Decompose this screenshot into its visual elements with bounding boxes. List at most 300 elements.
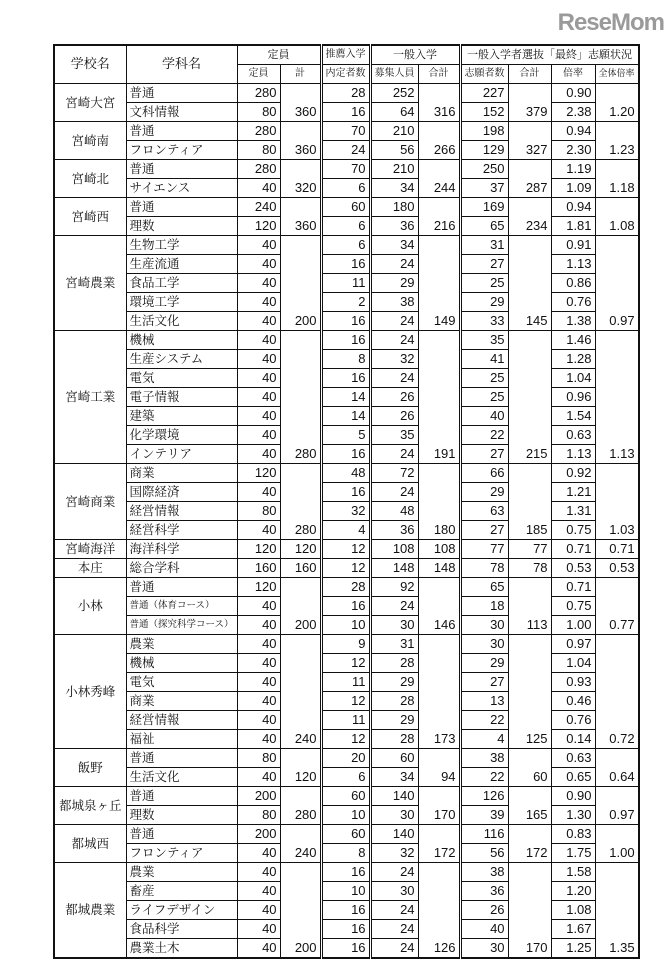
header-ratio: 倍率	[551, 65, 595, 84]
general-recruit-cell: 28	[370, 654, 418, 673]
general-recruit-cell: 24	[370, 863, 418, 882]
school-name: 宮崎大宮	[54, 84, 126, 122]
dept-name: インテリア	[126, 445, 237, 464]
table-row	[54, 654, 639, 673]
table-row	[54, 521, 639, 540]
header-capacity: 定員	[237, 65, 280, 84]
general-recruit-cell: 24	[370, 369, 418, 388]
general-recruit-cell: 24	[370, 255, 418, 274]
capacity-cell: 80	[237, 103, 280, 122]
ratio-cell: 1.21	[551, 483, 595, 502]
suisen-cell: 16	[321, 597, 370, 616]
dept-name: 建築	[126, 407, 237, 426]
capacity-cell: 80	[237, 502, 280, 521]
capacity-cell: 40	[237, 388, 280, 407]
applicants-cell: 4	[460, 730, 508, 749]
applicants-total-cell: 172	[508, 825, 551, 863]
general-total-cell: 180	[418, 464, 460, 540]
header-capacity-total: 計	[280, 65, 321, 84]
table-row	[54, 388, 639, 407]
school-name: 都城西	[54, 825, 126, 863]
header-dept: 学科名	[126, 45, 237, 84]
resemom-watermark-logo: ReseMom	[557, 9, 664, 36]
table-row	[54, 502, 639, 521]
table-body	[54, 84, 639, 959]
dept-name: 電気	[126, 369, 237, 388]
suisen-cell: 16	[321, 863, 370, 882]
applicants-cell: 38	[460, 749, 508, 768]
ratio-cell: 1.20	[551, 882, 595, 901]
dept-name: 経営情報	[126, 502, 237, 521]
suisen-cell: 60	[321, 825, 370, 844]
general-recruit-cell: 24	[370, 331, 418, 350]
capacity-cell: 40	[237, 293, 280, 312]
dept-name: 商業	[126, 464, 237, 483]
table-row	[54, 844, 639, 863]
ratio-cell: 1.81	[551, 217, 595, 236]
table-row	[54, 236, 639, 255]
dept-name: 生産流通	[126, 255, 237, 274]
applicants-cell: 18	[460, 597, 508, 616]
school-name: 宮崎商業	[54, 464, 126, 540]
suisen-cell: 6	[321, 236, 370, 255]
table-row	[54, 578, 639, 597]
capacity-cell: 40	[237, 369, 280, 388]
suisen-cell: 14	[321, 407, 370, 426]
applicants-cell: 66	[460, 464, 508, 483]
table-row	[54, 331, 639, 350]
applicants-cell: 37	[460, 179, 508, 198]
applicants-cell: 40	[460, 920, 508, 939]
table-row	[54, 806, 639, 825]
dept-name: 国際経済	[126, 483, 237, 502]
applicants-total-cell: 379	[508, 84, 551, 122]
applicants-cell: 169	[460, 198, 508, 217]
table-row	[54, 540, 639, 559]
applicants-cell: 129	[460, 141, 508, 160]
overall-ratio-cell: 1.20	[595, 84, 639, 122]
general-recruit-cell: 34	[370, 768, 418, 787]
applicants-cell: 30	[460, 616, 508, 635]
general-recruit-cell: 35	[370, 426, 418, 445]
applicants-total-cell: 185	[508, 464, 551, 540]
dept-name: 理数	[126, 806, 237, 825]
table-row	[54, 673, 639, 692]
dept-name: フロンティア	[126, 141, 237, 160]
general-recruit-cell: 148	[370, 559, 418, 578]
school-name: 宮崎北	[54, 160, 126, 198]
ratio-cell: 2.30	[551, 141, 595, 160]
suisen-cell: 8	[321, 350, 370, 369]
dept-name: 普通（体育コース）	[126, 597, 237, 616]
capacity-cell: 40	[237, 920, 280, 939]
general-recruit-cell: 72	[370, 464, 418, 483]
capacity-total-cell: 280	[280, 787, 321, 825]
ratio-cell: 0.94	[551, 122, 595, 141]
dept-name: 普通	[126, 122, 237, 141]
table-row	[54, 768, 639, 787]
general-recruit-cell: 64	[370, 103, 418, 122]
ratio-cell: 1.04	[551, 369, 595, 388]
table-row	[54, 103, 639, 122]
dept-name: 商業	[126, 692, 237, 711]
general-total-cell: 148	[418, 559, 460, 578]
applicants-cell: 22	[460, 711, 508, 730]
applicants-cell: 65	[460, 217, 508, 236]
capacity-cell: 40	[237, 407, 280, 426]
dept-name: 普通	[126, 825, 237, 844]
ratio-cell: 0.91	[551, 236, 595, 255]
general-total-cell: 126	[418, 863, 460, 959]
dept-name: 普通	[126, 160, 237, 179]
header-general-recruit: 募集人員	[370, 65, 418, 84]
general-recruit-cell: 48	[370, 502, 418, 521]
applicants-cell: 198	[460, 122, 508, 141]
general-recruit-cell: 24	[370, 920, 418, 939]
general-recruit-cell: 32	[370, 844, 418, 863]
capacity-total-cell: 200	[280, 863, 321, 959]
overall-ratio-cell: 1.35	[595, 863, 639, 959]
capacity-total-cell: 240	[280, 635, 321, 749]
ratio-cell: 1.46	[551, 331, 595, 350]
suisen-cell: 28	[321, 84, 370, 103]
capacity-cell: 200	[237, 825, 280, 844]
table-row	[54, 255, 639, 274]
overall-ratio-cell: 0.97	[595, 787, 639, 825]
capacity-cell: 40	[237, 255, 280, 274]
capacity-cell: 40	[237, 768, 280, 787]
capacity-cell: 40	[237, 312, 280, 331]
suisen-cell: 8	[321, 844, 370, 863]
ratio-cell: 0.92	[551, 464, 595, 483]
applicants-total-cell: 287	[508, 160, 551, 198]
overall-ratio-cell: 0.71	[595, 540, 639, 559]
capacity-cell: 80	[237, 141, 280, 160]
ratio-cell: 0.53	[551, 559, 595, 578]
capacity-total-cell: 360	[280, 122, 321, 160]
dept-name: 畜産	[126, 882, 237, 901]
dept-name: 普通	[126, 578, 237, 597]
dept-name: 海洋科学	[126, 540, 237, 559]
school-name: 宮崎海洋	[54, 540, 126, 559]
general-recruit-cell: 34	[370, 236, 418, 255]
ratio-cell: 1.67	[551, 920, 595, 939]
applicants-cell: 22	[460, 426, 508, 445]
table-row	[54, 635, 639, 654]
table-row	[54, 369, 639, 388]
capacity-cell: 120	[237, 540, 280, 559]
capacity-cell: 40	[237, 445, 280, 464]
applicants-cell: 30	[460, 635, 508, 654]
applicants-total-cell: 215	[508, 331, 551, 464]
capacity-cell: 80	[237, 806, 280, 825]
admission-applicants-table	[53, 44, 640, 959]
general-total-cell: 191	[418, 331, 460, 464]
general-recruit-cell: 36	[370, 217, 418, 236]
suisen-cell: 60	[321, 198, 370, 217]
dept-name: 電気	[126, 673, 237, 692]
capacity-cell: 160	[237, 559, 280, 578]
applicants-cell: 27	[460, 673, 508, 692]
applicants-total-cell: 165	[508, 787, 551, 825]
ratio-cell: 1.00	[551, 616, 595, 635]
capacity-cell: 40	[237, 730, 280, 749]
general-total-cell: 146	[418, 578, 460, 635]
ratio-cell: 0.96	[551, 388, 595, 407]
general-recruit-cell: 29	[370, 711, 418, 730]
header-overall-ratio: 全体倍率	[595, 65, 639, 84]
applicants-total-cell: 113	[508, 578, 551, 635]
general-recruit-cell: 38	[370, 293, 418, 312]
header-suisen-group: 推薦入学	[321, 45, 370, 65]
general-total-cell: 108	[418, 540, 460, 559]
applicants-cell: 22	[460, 768, 508, 787]
capacity-cell: 40	[237, 350, 280, 369]
ratio-cell: 1.54	[551, 407, 595, 426]
applicants-cell: 65	[460, 578, 508, 597]
overall-ratio-cell: 0.53	[595, 559, 639, 578]
applicants-cell: 39	[460, 806, 508, 825]
applicants-total-cell: 125	[508, 635, 551, 749]
school-name: 宮崎西	[54, 198, 126, 236]
capacity-total-cell: 360	[280, 84, 321, 122]
dept-name: 生活文化	[126, 312, 237, 331]
general-recruit-cell: 32	[370, 350, 418, 369]
school-name: 宮崎工業	[54, 331, 126, 464]
table-row	[54, 198, 639, 217]
dept-name: フロンティア	[126, 844, 237, 863]
dept-name: 文科情報	[126, 103, 237, 122]
general-recruit-cell: 28	[370, 730, 418, 749]
table-row	[54, 787, 639, 806]
dept-name: 化学環境	[126, 426, 237, 445]
dept-name: 普通	[126, 84, 237, 103]
school-name: 都城農業	[54, 863, 126, 959]
capacity-cell: 40	[237, 863, 280, 882]
dept-name: 普通	[126, 787, 237, 806]
suisen-cell: 16	[321, 369, 370, 388]
dept-name: 生物工学	[126, 236, 237, 255]
table-row	[54, 939, 639, 959]
applicants-cell: 77	[460, 540, 508, 559]
applicants-cell: 25	[460, 388, 508, 407]
dept-name: 電子情報	[126, 388, 237, 407]
ratio-cell: 1.04	[551, 654, 595, 673]
capacity-total-cell: 320	[280, 160, 321, 198]
table-row	[54, 312, 639, 331]
capacity-cell: 280	[237, 160, 280, 179]
applicants-cell: 33	[460, 312, 508, 331]
ratio-cell: 1.75	[551, 844, 595, 863]
general-total-cell: 172	[418, 825, 460, 863]
overall-ratio-cell: 1.23	[595, 122, 639, 160]
table-row	[54, 179, 639, 198]
suisen-cell: 70	[321, 122, 370, 141]
header-school: 学校名	[54, 45, 126, 84]
general-recruit-cell: 108	[370, 540, 418, 559]
dept-name: 食品工学	[126, 274, 237, 293]
ratio-cell: 0.93	[551, 673, 595, 692]
ratio-cell: 0.71	[551, 578, 595, 597]
overall-ratio-cell: 1.00	[595, 825, 639, 863]
applicants-total-cell: 327	[508, 122, 551, 160]
suisen-cell: 6	[321, 179, 370, 198]
ratio-cell: 0.75	[551, 597, 595, 616]
capacity-total-cell: 120	[280, 540, 321, 559]
table-row	[54, 863, 639, 882]
table-row	[54, 141, 639, 160]
applicants-cell: 78	[460, 559, 508, 578]
applicants-cell: 63	[460, 502, 508, 521]
applicants-cell: 29	[460, 483, 508, 502]
applicants-total-cell: 170	[508, 863, 551, 959]
table-row	[54, 711, 639, 730]
ratio-cell: 1.09	[551, 179, 595, 198]
dept-name: 経営科学	[126, 521, 237, 540]
suisen-cell: 10	[321, 882, 370, 901]
ratio-cell: 1.30	[551, 806, 595, 825]
capacity-cell: 40	[237, 616, 280, 635]
capacity-total-cell: 120	[280, 749, 321, 787]
suisen-cell: 70	[321, 160, 370, 179]
general-recruit-cell: 56	[370, 141, 418, 160]
suisen-cell: 2	[321, 293, 370, 312]
table-row	[54, 692, 639, 711]
overall-ratio-cell: 1.08	[595, 198, 639, 236]
capacity-cell: 40	[237, 654, 280, 673]
school-name: 本庄	[54, 559, 126, 578]
capacity-cell: 40	[237, 844, 280, 863]
table-row	[54, 483, 639, 502]
capacity-cell: 40	[237, 692, 280, 711]
school-name: 小林秀峰	[54, 635, 126, 749]
table-row	[54, 616, 639, 635]
suisen-cell: 12	[321, 540, 370, 559]
table-row	[54, 122, 639, 141]
header-general-group: 一般入学	[370, 45, 460, 65]
suisen-cell: 16	[321, 920, 370, 939]
capacity-cell: 40	[237, 901, 280, 920]
header-applicants: 志願者数	[460, 65, 508, 84]
ratio-cell: 1.08	[551, 901, 595, 920]
general-total-cell: 170	[418, 787, 460, 825]
capacity-total-cell: 200	[280, 578, 321, 635]
ratio-cell: 0.63	[551, 426, 595, 445]
general-recruit-cell: 34	[370, 179, 418, 198]
suisen-cell: 16	[321, 483, 370, 502]
table-row	[54, 749, 639, 768]
applicants-cell: 40	[460, 407, 508, 426]
suisen-cell: 9	[321, 635, 370, 654]
dept-name: 生産システム	[126, 350, 237, 369]
suisen-cell: 20	[321, 749, 370, 768]
ratio-cell: 1.31	[551, 502, 595, 521]
table-row	[54, 160, 639, 179]
capacity-cell: 40	[237, 521, 280, 540]
suisen-cell: 12	[321, 730, 370, 749]
ratio-cell: 2.38	[551, 103, 595, 122]
capacity-cell: 40	[237, 331, 280, 350]
school-name: 宮崎農業	[54, 236, 126, 331]
overall-ratio-cell: 1.13	[595, 331, 639, 464]
ratio-cell: 0.14	[551, 730, 595, 749]
general-recruit-cell: 210	[370, 122, 418, 141]
capacity-total-cell: 280	[280, 464, 321, 540]
general-recruit-cell: 140	[370, 787, 418, 806]
table-row	[54, 597, 639, 616]
suisen-cell: 16	[321, 312, 370, 331]
ratio-cell: 1.19	[551, 160, 595, 179]
ratio-cell: 0.65	[551, 768, 595, 787]
general-recruit-cell: 29	[370, 673, 418, 692]
table-row	[54, 730, 639, 749]
general-recruit-cell: 180	[370, 198, 418, 217]
capacity-cell: 40	[237, 597, 280, 616]
capacity-cell: 40	[237, 274, 280, 293]
applicants-cell: 25	[460, 369, 508, 388]
table-row	[54, 920, 639, 939]
suisen-cell: 16	[321, 901, 370, 920]
table-row	[54, 559, 639, 578]
capacity-cell: 40	[237, 635, 280, 654]
school-name: 都城泉ヶ丘	[54, 787, 126, 825]
general-recruit-cell: 24	[370, 483, 418, 502]
ratio-cell: 0.63	[551, 749, 595, 768]
suisen-cell: 16	[321, 445, 370, 464]
general-recruit-cell: 24	[370, 939, 418, 959]
capacity-cell: 200	[237, 787, 280, 806]
suisen-cell: 11	[321, 711, 370, 730]
applicants-total-cell: 234	[508, 198, 551, 236]
suisen-cell: 11	[321, 274, 370, 293]
capacity-total-cell: 360	[280, 198, 321, 236]
general-recruit-cell: 36	[370, 521, 418, 540]
ratio-cell: 0.46	[551, 692, 595, 711]
suisen-cell: 10	[321, 616, 370, 635]
capacity-cell: 40	[237, 673, 280, 692]
general-total-cell: 316	[418, 84, 460, 122]
applicants-cell: 38	[460, 863, 508, 882]
general-recruit-cell: 30	[370, 616, 418, 635]
header-capacity-group: 定員	[237, 45, 321, 65]
ratio-cell: 0.90	[551, 84, 595, 103]
ratio-cell: 0.86	[551, 274, 595, 293]
ratio-cell: 0.76	[551, 293, 595, 312]
general-recruit-cell: 24	[370, 445, 418, 464]
dept-name: 環境工学	[126, 293, 237, 312]
applicants-cell: 13	[460, 692, 508, 711]
suisen-cell: 11	[321, 673, 370, 692]
applicants-cell: 41	[460, 350, 508, 369]
general-recruit-cell: 92	[370, 578, 418, 597]
capacity-cell: 280	[237, 122, 280, 141]
applicants-cell: 152	[460, 103, 508, 122]
suisen-cell: 32	[321, 502, 370, 521]
applicants-cell: 116	[460, 825, 508, 844]
dept-name: 普通	[126, 198, 237, 217]
table-row	[54, 350, 639, 369]
capacity-cell: 240	[237, 198, 280, 217]
suisen-cell: 16	[321, 103, 370, 122]
suisen-cell: 14	[321, 388, 370, 407]
suisen-cell: 4	[321, 521, 370, 540]
table-row	[54, 274, 639, 293]
ratio-cell: 0.90	[551, 787, 595, 806]
ratio-cell: 1.13	[551, 255, 595, 274]
applicants-cell: 27	[460, 445, 508, 464]
dept-name: 普通（探究科学コース）	[126, 616, 237, 635]
applicants-cell: 250	[460, 160, 508, 179]
